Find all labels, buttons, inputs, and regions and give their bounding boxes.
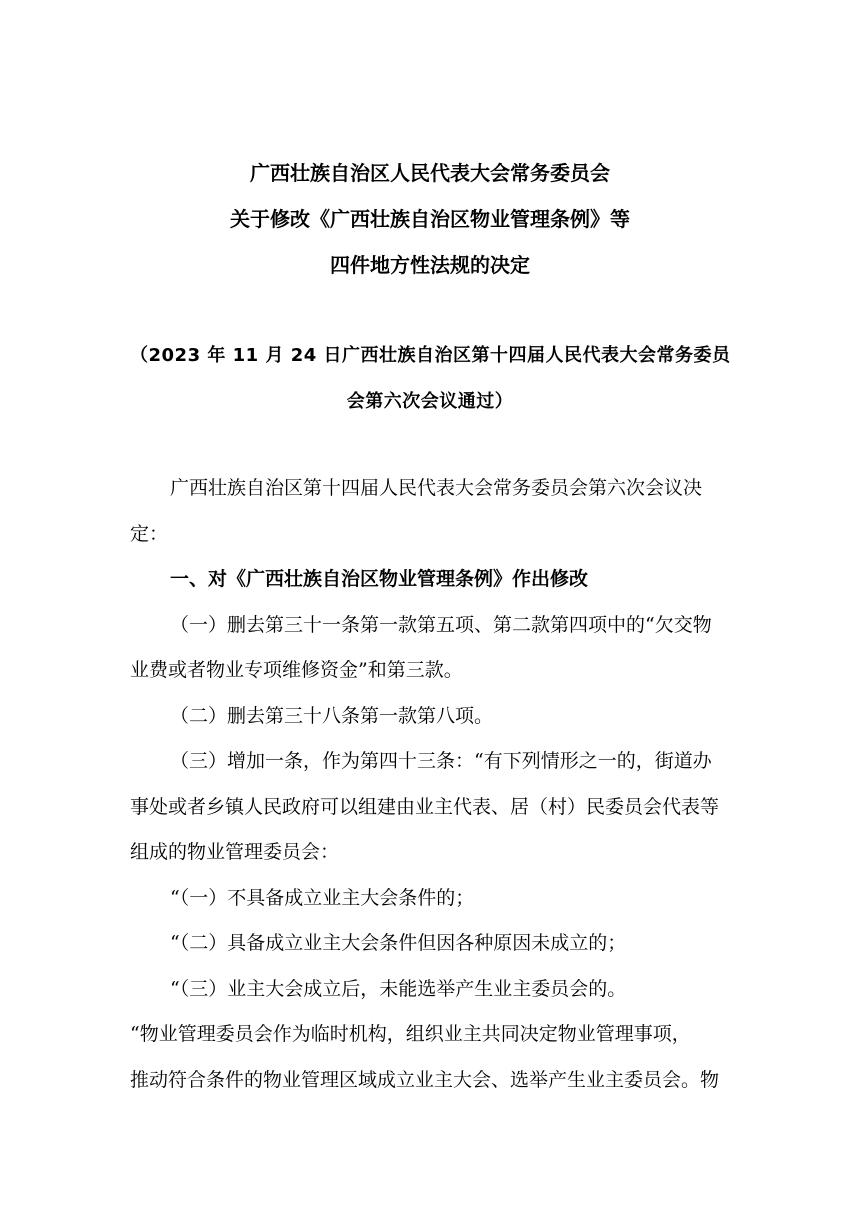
body-line-item1-1: （一）删去第三十一条第一款第五项、第二款第四项中的“欠交物 <box>170 613 712 636</box>
body-line-intro-1: 广西壮族自治区第十四届人民代表大会常务委员会第六次会议决 <box>170 477 703 499</box>
body-line-clause-2: “（二）具备成立业主大会条件但因各种原因未成立的； <box>170 932 627 954</box>
body-line-clause-1: “（一）不具备成立业主大会条件的； <box>170 886 475 909</box>
body-line-item1-2: 业费或者物业专项维修资金”和第三款。 <box>130 659 463 681</box>
body-line-clause-3: “（三）业主大会成立后，未能选举产生业主委员会的。 <box>170 977 627 1000</box>
body-line-committee-2: 推动符合条件的物业管理区域成立业主大会、选举产生业主委员会。物 <box>130 1068 720 1091</box>
section-heading-1: 一、对《广西壮族自治区物业管理条例》作出修改 <box>170 568 589 590</box>
document-body <box>130 466 730 1103</box>
body-line-item3-2: 事处或者乡镇人民政府可以组建由业主代表、居（村）民委员会代表等 <box>130 795 720 818</box>
title-line-3: 四件地方性法规的决定 <box>330 253 530 277</box>
body-line-item2: （二）删去第三十八条第一款第八项。 <box>170 704 494 727</box>
title-line-2: 关于修改《广西壮族自治区物业管理条例》等 <box>230 207 630 231</box>
body-line-intro-2: 定： <box>130 522 169 545</box>
adoption-note <box>130 333 730 425</box>
body-line-item3-1: （三）增加一条，作为第四十三条：“有下列情形之一的，街道办 <box>170 750 712 772</box>
document-title <box>130 150 730 288</box>
adoption-note-line-2: 会第六次会议通过） <box>346 391 514 412</box>
body-line-item3-3: 组成的物业管理委员会： <box>130 841 340 863</box>
body-line-committee-1: “物业管理委员会作为临时机构，组织业主共同决定物业管理事项， <box>130 1023 691 1045</box>
title-line-1: 广西壮族自治区人民代表大会常务委员会 <box>250 161 610 185</box>
adoption-note-line-1: （2023 年 11 月 24 日广西壮族自治区第十四届人民代表大会常务委员 <box>130 345 731 366</box>
